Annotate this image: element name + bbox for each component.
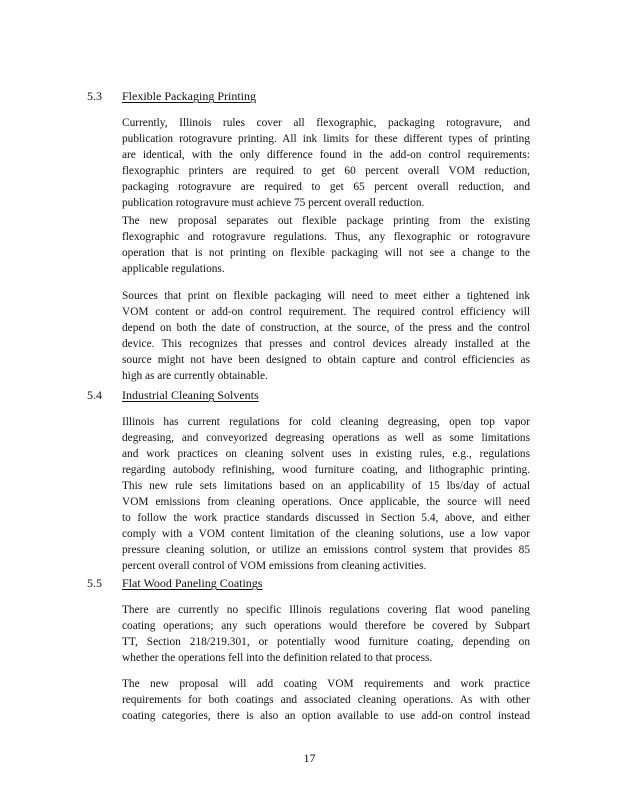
text-line: VOM emissions from cleaning operations. Once applicable, the source will need	[122, 496, 530, 508]
text-line: operation that is not printing on flexible packaging will not see a change to the	[122, 247, 530, 259]
section-number: 5.5	[87, 576, 102, 590]
text-line: TT, Section 218/219.301, or potentially wood furniture coating, depending on	[122, 636, 530, 648]
text-line: whether the operations fell into the definition related to that process.	[122, 652, 433, 664]
text-line: applicable regulations.	[122, 263, 225, 275]
text-line: regarding autobody refinishing, wood furniture coating, and lithographic printing.	[122, 464, 530, 476]
text-line: The new proposal separates out flexible package printing from the existing	[122, 215, 530, 227]
section-number: 5.4	[87, 388, 102, 402]
text-line: publication rotogravure printing. All ink limits for these different types of printing	[122, 133, 530, 145]
text-line: pressure cleaning solution, or utilize an emissions control system that provides 85	[122, 544, 530, 556]
paragraph-5-3-1	[122, 115, 530, 211]
text-line: are identical, with the only difference found in the add-on control requirements:	[122, 149, 530, 161]
text-line: This new rule sets limitations based on an applicability of 15 lbs/day of actual	[122, 480, 530, 492]
text-line: requirements for both coatings and associated cleaning operations. As with other	[122, 694, 530, 706]
section-heading-5-4	[87, 388, 259, 403]
text-line: There are currently no specific Illinois regulations covering flat wood paneling	[122, 604, 530, 616]
text-line: coating operations; any such operations would therefore be covered by Subpart	[122, 620, 530, 632]
text-line: device. This recognizes that presses and control devices already installed at the	[122, 338, 530, 350]
section-heading-5-3	[87, 89, 256, 104]
text-line: flexographic and rotogravure regulations. Thus, any flexographic or rotogravure	[122, 231, 530, 243]
text-line: comply with a VOM content limitation of the cleaning solutions, use a low vapor	[122, 528, 530, 540]
section-heading-5-5	[87, 576, 262, 591]
section-title: Flexible Packaging Printing	[122, 89, 256, 103]
section-number: 5.3	[87, 89, 102, 103]
text-line: VOM content or add-on control requirement. The required control efficiency will	[122, 306, 530, 318]
text-line: percent overall control of VOM emissions from cleaning activities.	[122, 560, 427, 572]
text-line: degreasing, and conveyorized degreasing operations as well as some limitations	[122, 432, 530, 444]
paragraph-5-5-1	[122, 602, 530, 666]
text-line: Illinois has current regulations for cold cleaning degreasing, open top vapor	[122, 416, 530, 428]
text-line: coating categories, there is also an option available to use add-on control instead	[122, 710, 530, 722]
text-line: source might not have been designed to obtain capture and control efficiencies as	[122, 354, 530, 366]
text-line: The new proposal will add coating VOM requirements and work practice	[122, 678, 530, 690]
text-line: Sources that print on flexible packaging will need to meet either a tightened ink	[122, 290, 530, 302]
section-title: Flat Wood Paneling Coatings	[122, 576, 263, 590]
section-title: Industrial Cleaning Solvents	[122, 388, 259, 402]
paragraph-5-3-2	[122, 213, 530, 277]
paragraph-5-5-2	[122, 676, 530, 724]
page-number: 17	[303, 751, 316, 765]
text-line: high as are currently obtainable.	[122, 370, 268, 382]
text-line: to follow the work practice standards discussed in Section 5.4, above, and either	[122, 512, 530, 524]
text-line: publication rotogravure must achieve 75 percent overall reduction.	[122, 197, 425, 209]
text-line: Currently, Illinois rules cover all flexographic, packaging rotogravure, and	[122, 117, 530, 129]
paragraph-5-3-3	[122, 288, 530, 384]
paragraph-5-4-1	[122, 414, 530, 574]
text-line: packaging rotogravure are required to get 65 percent overall reduction, and	[122, 181, 530, 193]
text-line: depend on both the date of construction, at the source, of the press and the control	[122, 322, 530, 334]
text-line: and work practices on cleaning solvent uses in existing rules, e.g., regulations	[122, 448, 530, 460]
text-line: flexographic printers are required to get 60 percent overall VOM reduction,	[122, 165, 530, 177]
